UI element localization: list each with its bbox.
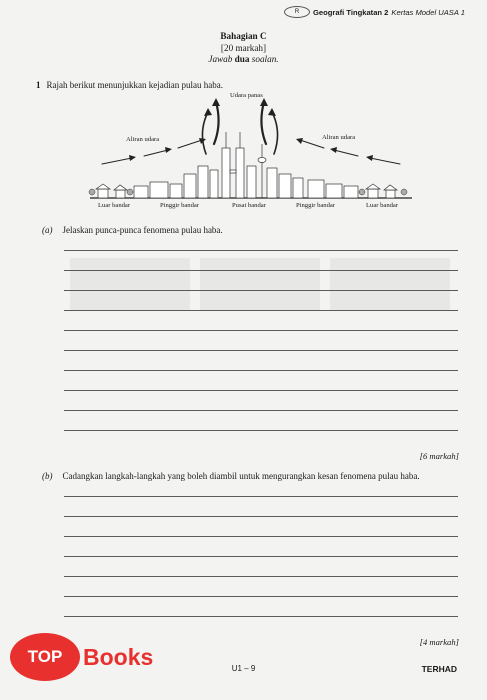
show-through — [70, 258, 190, 310]
answer-line[interactable] — [64, 616, 458, 617]
part-text: Jelaskan punca-punca fenomena pulau haba. — [62, 225, 223, 235]
show-through — [330, 258, 450, 310]
hot-air-arrow — [261, 102, 266, 144]
zone-label: Luar bandar — [366, 202, 399, 209]
zone-label: Pusat bandar — [232, 202, 266, 209]
section-heading — [0, 31, 487, 66]
show-through — [200, 258, 320, 310]
question-number: 1 — [36, 80, 41, 90]
answer-line[interactable] — [64, 556, 458, 557]
answer-line[interactable] — [64, 516, 458, 517]
air-flow-arrow — [102, 158, 132, 164]
left-air-flow-label: Aliran udara — [126, 136, 160, 143]
hot-air-label: Udara panas — [230, 92, 263, 99]
answer-line[interactable] — [64, 250, 458, 251]
answer-line[interactable] — [64, 536, 458, 537]
zone-label: Pinggir bandar — [296, 202, 336, 209]
answer-line[interactable] — [64, 270, 458, 271]
part-a-marks: [6 markah] — [419, 451, 459, 461]
answer-line[interactable] — [64, 410, 458, 411]
answer-line[interactable] — [64, 290, 458, 291]
page-code: U1 – 9 — [231, 664, 256, 673]
section-marks: [20 markah] — [220, 42, 267, 53]
publisher-logo: R — [284, 6, 310, 18]
subject-title: Geografi Tingkatan 2 — [313, 7, 389, 17]
answer-line[interactable] — [64, 576, 458, 577]
answer-line[interactable] — [64, 310, 458, 311]
part-b-marks: [4 markah] — [419, 637, 459, 647]
answer-line[interactable] — [64, 496, 458, 497]
part-letter: (b) — [42, 471, 53, 481]
hot-air-arrow — [202, 112, 208, 154]
answer-line[interactable] — [64, 430, 458, 431]
question-text: Rajah berikut menunjukkan kejadian pulau haba. — [46, 80, 223, 90]
air-flow-arrow — [300, 140, 324, 148]
air-flow-arrow — [334, 150, 358, 156]
page-header — [284, 6, 465, 18]
part-letter: (a) — [42, 225, 53, 235]
answer-line[interactable] — [64, 350, 458, 351]
part-text: Cadangkan langkah-langkah yang boleh diambil untuk mengurangkan kesan fenomena pulau haba. — [62, 471, 420, 481]
answer-line[interactable] — [64, 370, 458, 371]
classification-label: TERHAD — [421, 664, 457, 674]
air-flow-arrow — [144, 150, 168, 156]
hot-air-arrow — [214, 102, 219, 144]
watermark-books: Books — [83, 643, 154, 670]
right-air-flow-label: Aliran udara — [322, 134, 356, 141]
part-b — [42, 471, 420, 481]
zone-label: Luar bandar — [98, 202, 131, 209]
paper-series: Kertas Model UASA 1 — [391, 7, 465, 17]
arrow-heads — [129, 98, 373, 161]
zone-label: Pinggir bandar — [160, 202, 200, 209]
answer-line[interactable] — [64, 596, 458, 597]
air-flow-arrow — [370, 158, 400, 164]
answer-line[interactable] — [64, 390, 458, 391]
answer-line[interactable] — [64, 330, 458, 331]
watermark-top: TOP — [10, 633, 80, 681]
part-a — [42, 225, 223, 235]
section-instruction: Jawab dua soalan. — [208, 54, 279, 64]
section-title: Bahagian C — [220, 31, 267, 41]
heat-island-diagram — [86, 88, 416, 216]
topbooks-watermark — [10, 633, 153, 681]
air-flow-arrow — [178, 140, 202, 148]
hot-air-arrow — [272, 112, 278, 154]
heat-island-illustration — [86, 88, 416, 216]
